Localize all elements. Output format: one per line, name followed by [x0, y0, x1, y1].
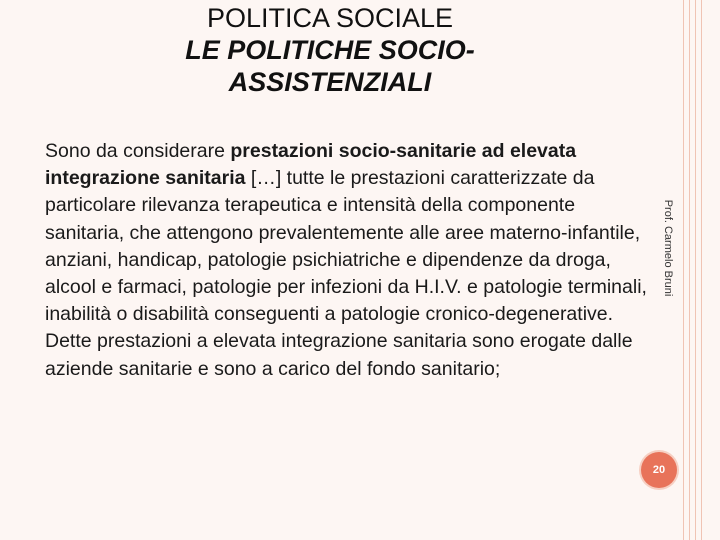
- body-intro: Sono da considerare: [45, 140, 231, 162]
- author-label: Prof. Carmelo Bruni: [662, 199, 674, 297]
- body-bold-term: prestazioni socio-sanitarie ad elevata integrazione sanitaria: [45, 140, 577, 190]
- slide-title: [100, 2, 560, 98]
- border-line: [683, 0, 684, 540]
- title-line-2: LE POLITICHE SOCIO-ASSISTENZIALI: [185, 35, 475, 97]
- page-number-badge: 20: [641, 452, 677, 488]
- title-line-1: POLITICA SOCIALE: [206, 3, 454, 33]
- border-line: [695, 0, 696, 540]
- body-paragraph: [45, 138, 650, 383]
- border-line: [689, 0, 690, 540]
- body-rest: […] tutte le prestazioni caratterizzate da particolare rilevanza terapeutica e intensità della componente sanitaria, che attengono prevalentemente alle aree materno-infantile, anziani, handicap, patologie psichiatriche e dipendenze da droga, alcool e farmaci, patologie per infezioni da H.I.V. e patologie terminali, inabilità o disabilità conseguenti a patologie cronico-degenerative. Dette prestazioni a elevata integrazione sanitaria sono erogate dalle aziende sanitarie e sono a carico del fondo sanitario;: [45, 167, 647, 380]
- border-line: [701, 0, 702, 540]
